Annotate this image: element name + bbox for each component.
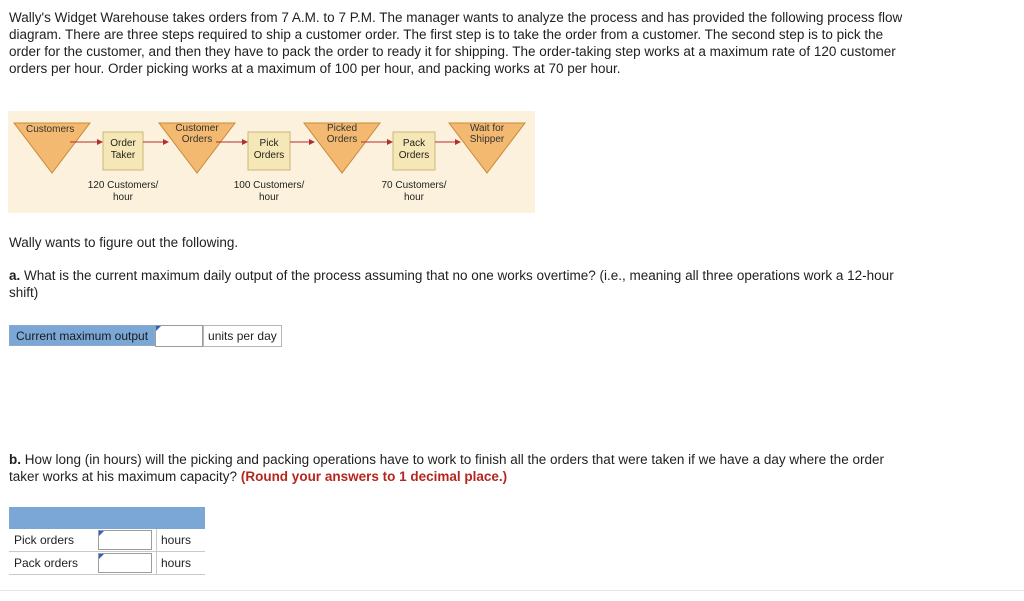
triangle-text: Customer Orders xyxy=(175,123,219,145)
rate-label-pick-orders xyxy=(214,180,324,204)
rate-text: 120 Customers/ hour xyxy=(87,180,159,203)
problem-intro: Wally's Widget Warehouse takes orders from 7 A.M. to 7 P.M. The manager wants to analyze the process and has provided the following process flow diagram. There are three steps required to ship a customer order. The first step is to take the order from a customer. The second step is to pick the order for the customer, and then they have to pack the order to ready it for shipping. The order-taking step works at a maximum rate of 120 customer orders per hour. Order picking works at a maximum of 100 per hour, and packing works at 70 per hour. xyxy=(9,10,903,76)
question-a-number: a. xyxy=(9,268,21,283)
table-row xyxy=(9,529,205,552)
answer-table-header-cell xyxy=(9,507,205,529)
pick-orders-cell xyxy=(96,529,157,552)
max-output-unit: units per day xyxy=(203,325,282,347)
max-output-input-wrapper[interactable] xyxy=(155,325,203,347)
triangle-label-wait-for-shipper xyxy=(450,123,524,145)
pick-orders-unit: hours xyxy=(157,529,206,552)
max-output-input[interactable] xyxy=(156,326,202,346)
max-output-label: Current maximum output xyxy=(9,325,155,346)
answer-table-hours xyxy=(9,507,205,575)
bottom-divider xyxy=(0,590,1024,591)
question-b-number: b. xyxy=(9,452,21,467)
box-label-pick-orders xyxy=(248,138,290,162)
rate-label-pack-orders xyxy=(359,180,469,204)
rate-text: 100 Customers/ hour xyxy=(233,180,305,203)
rate-label-order-taker xyxy=(68,180,178,204)
triangle-label-customer-orders xyxy=(160,123,234,145)
box-text: Pick Orders xyxy=(253,138,285,161)
triangle-text: Picked Orders xyxy=(326,123,358,145)
pick-orders-input[interactable] xyxy=(99,531,151,549)
pack-orders-input-wrapper[interactable] xyxy=(98,553,152,573)
triangle-label-customers xyxy=(14,124,78,135)
pack-orders-input[interactable] xyxy=(99,554,151,572)
box-text: Order Taker xyxy=(110,138,136,161)
process-flow-diagram xyxy=(8,111,535,213)
pack-orders-label: Pack orders xyxy=(9,552,96,575)
pick-orders-label: Pick orders xyxy=(9,529,96,552)
triangle-text: Wait for Shipper xyxy=(469,123,505,145)
triangle-label-picked-orders xyxy=(305,123,379,145)
input-flag-icon xyxy=(99,531,104,536)
rounding-hint: (Round your answers to 1 decimal place.) xyxy=(240,469,508,484)
pick-orders-input-wrapper[interactable] xyxy=(98,530,152,550)
question-a xyxy=(9,267,909,301)
input-flag-icon xyxy=(99,554,104,559)
box-text: Pack Orders xyxy=(398,138,430,161)
question-a-text: What is the current maximum daily output of the process assuming that no one works overtime? (i.e., meaning all three operations work a 12-hour shift) xyxy=(9,268,894,300)
question-b xyxy=(9,451,909,485)
pack-orders-unit: hours xyxy=(157,552,206,575)
triangle-text: Customers xyxy=(26,124,75,135)
box-label-pack-orders xyxy=(393,138,435,162)
question-b-text: How long (in hours) will the picking and packing operations have to work to finish all the orders that were taken if we have a day where the order taker works at his maximum capacity? xyxy=(9,452,884,484)
table-row xyxy=(9,552,205,575)
answer-row-max-output xyxy=(9,325,282,347)
answer-table-header xyxy=(9,507,205,529)
box-label-order-taker xyxy=(103,138,143,162)
rate-text: 70 Customers/ hour xyxy=(381,180,447,203)
pack-orders-cell xyxy=(96,552,157,575)
input-flag-icon xyxy=(156,326,161,331)
wally-intro-text: Wally wants to figure out the following. xyxy=(9,235,239,250)
